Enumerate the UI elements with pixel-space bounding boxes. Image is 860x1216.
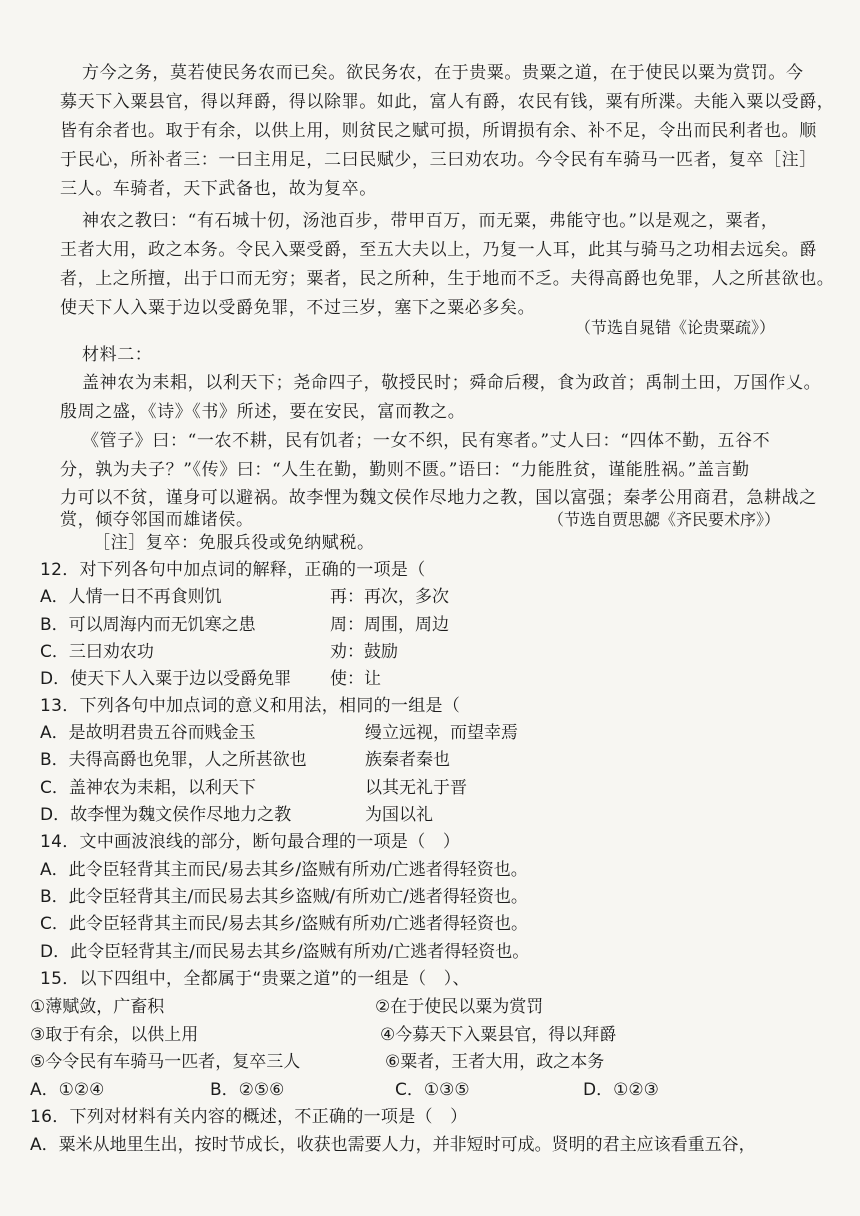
answer-option[interactable]: B．此令臣轻背其主/而民易去其乡盗贼/有所劝亡/逃者得轻资也。 [40, 887, 528, 907]
option-gloss: 族秦者秦也 [365, 750, 450, 770]
passage-line: 募天下入粟县官，得以拜爵，得以除罪。如此，富人有爵，农民有钱，粟有所渫。夫能入粟以受爵， [60, 92, 835, 112]
answer-option[interactable]: A．粟米从地里生出，按时节成长，收获也需要人力，并非短时可成。贤明的君主应该看重五谷， [30, 1135, 756, 1155]
option-gloss: 缦立远视，而望幸焉 [365, 723, 518, 743]
passage-line: 三人。车骑者，天下武备也，故为复卒。 [60, 179, 377, 199]
option-text: A．是故明君贵五谷而贱金玉 [40, 723, 256, 743]
answer-choice-b[interactable]: B．②⑤⑥ [210, 1080, 285, 1100]
option-text: C．三曰劝农功 [40, 642, 154, 662]
option-text: A．人情一日不再食则饥 [40, 587, 222, 607]
answer-option[interactable]: A．此令臣轻背其主而民/易去其乡/盗贼有所劝/亡逃者得轻资也。 [40, 860, 528, 880]
question-stem: 13．下列各句中加点词的意义和用法，相同的一组是（ [40, 696, 461, 716]
passage-line: 殷周之盛，《诗》《书》所述，要在安民，富而教之。 [60, 402, 466, 422]
question-stem: 15．以下四组中，全都属于“贵粟之道”的一组是（ ）、 [40, 969, 470, 989]
passage-line: 王者大用，政之本务。令民入粟受爵，至五大夫以上，乃复一人耳，此其与骑马之功相去远矣。爵 [60, 240, 817, 260]
footnote: ［注］复卒：免服兵役或免纳赋税。 [93, 533, 375, 553]
question-stem: 14．文中画波浪线的部分，断句最合理的一项是（ ） [40, 832, 461, 852]
option-text: B．可以周海内而无饥寒之患 [40, 615, 256, 635]
option-gloss: 以其无礼于晋 [365, 778, 467, 798]
item-statement: ②在于使民以粟为赏罚 [375, 997, 544, 1017]
item-statement: ⑥粟者，王者大用，政之本务 [385, 1052, 605, 1072]
item-statement: ③取于有余，以供上用 [30, 1025, 199, 1045]
option-text: C．盖神农为耒耜，以利天下 [40, 778, 256, 798]
passage-line: 者，上之所擅，出于口而无穷；粟者，民之所种，生于地而不乏。夫得高爵也免罪，人之所甚欲也。 [60, 269, 835, 289]
answer-choice-d[interactable]: D．①②③ [583, 1080, 659, 1100]
passage-line: 神农之教曰：“有石城十仞，汤池百步，带甲百万，而无粟，弗能守也。”以是观之，粟者， [82, 211, 779, 231]
answer-choice-c[interactable]: C．①③⑤ [395, 1080, 470, 1100]
passage-line: 盖神农为耒耜，以利天下；尧命四子，敬授民时；舜命后稷，食为政首；禹制土田，万国作乂。 [82, 373, 822, 393]
material-2-source: （节选自贾思勰《齐民要术序》） [548, 510, 781, 529]
option-gloss: 为国以礼 [365, 805, 433, 825]
passage-line: 使天下人入粟于边以受爵免罪，不过三岁，塞下之粟必多矣。 [60, 298, 536, 318]
answer-choice-a[interactable]: A．①②④ [30, 1080, 105, 1100]
option-text: D．使天下人入粟于边以受爵免罪 [40, 669, 292, 689]
passage-1-source: （节选自晁错《论贵粟疏》） [575, 318, 776, 337]
passage-line: 皆有余者也。取于有余，以供上用，则贫民之赋可损，所谓损有余、补不足，令出而民利者也。顺 [60, 121, 817, 141]
option-gloss: 劝：鼓励 [330, 642, 398, 662]
material-2-heading: 材料二： [82, 345, 153, 365]
passage-line: 方今之务，莫若使民务农而已矣。欲民务农，在于贵粟。贵粟之道，在于使民以粟为赏罚。今 [82, 63, 804, 83]
option-gloss: 周：周围，周边 [330, 615, 449, 635]
passage-line: 分，孰为夫子？”《传》曰：“人生在勤，勤则不匮。”语曰：“力能胜贫，谨能胜祸。”盖言勤 [60, 460, 750, 480]
passage-line: 赏，倾夺邻国而雄诸侯。 [60, 510, 254, 530]
option-gloss: 使：让 [330, 669, 381, 689]
item-statement: ⑤今令民有车骑马一匹者，复卒三人 [30, 1052, 301, 1072]
question-stem: 16．下列对材料有关内容的概述，不正确的一项是（ ） [30, 1107, 468, 1127]
item-statement: ①薄赋敛，广畜积 [30, 997, 165, 1017]
option-text: B．夫得高爵也免罪，人之所甚欲也 [40, 750, 307, 770]
option-text: D．故李悝为魏文侯作尽地力之教 [40, 805, 292, 825]
answer-option[interactable]: C．此令臣轻背其主而民/易去其乡/盗贼有所劝/亡逃者得轻资也。 [40, 914, 529, 934]
question-stem: 12．对下列各句中加点词的解释，正确的一项是（ [40, 560, 426, 580]
item-statement: ④今募天下入粟县官，得以拜爵 [380, 1025, 617, 1045]
option-gloss: 再：再次，多次 [330, 587, 449, 607]
passage-line: 《管子》曰：“一农不耕，民有饥者；一女不织，民有寒者。”丈人曰：“四体不勤，五谷不 [82, 431, 771, 451]
passage-line: 于民心，所补者三：一曰主用足，二曰民赋少，三曰劝农功。今令民有车骑马一匹者，复卒［注］ [60, 150, 817, 170]
answer-option[interactable]: D．此令臣轻背其主/而民易去其乡/盗贼有所劝/亡逃者得轻资也。 [40, 942, 530, 962]
passage-line: 力可以不贫，谨身可以避祸。故李悝为魏文侯作尽地力之教，国以富强；秦孝公用商君，急耕战之 [60, 488, 817, 508]
